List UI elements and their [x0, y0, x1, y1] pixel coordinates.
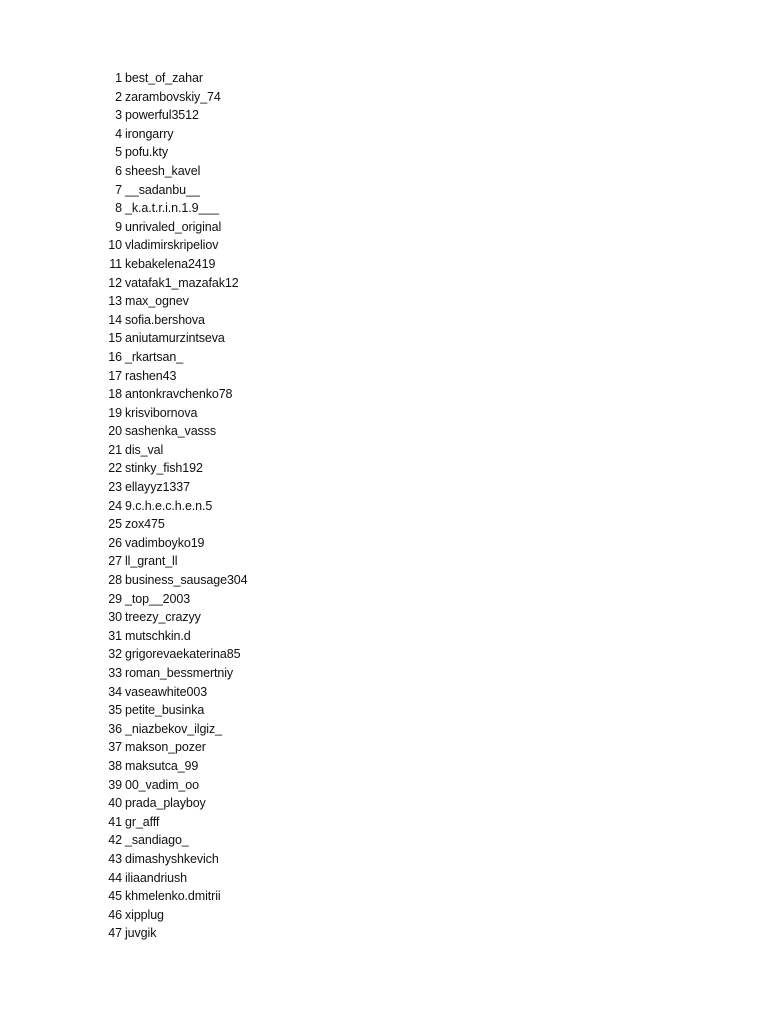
list-item — [103, 143, 248, 162]
row-number: 22 — [108, 461, 122, 476]
list-item — [103, 218, 248, 237]
list-item — [103, 776, 248, 795]
row-number: 15 — [108, 331, 122, 346]
row-number: 17 — [108, 368, 122, 383]
row-number: 9 — [115, 219, 122, 234]
list-item — [103, 608, 248, 627]
username: 00_vadim_oo — [125, 777, 199, 792]
list-item — [103, 813, 248, 832]
row-number: 35 — [108, 703, 122, 718]
row-number: 3 — [115, 108, 122, 123]
username: unrivaled_original — [125, 219, 222, 234]
list-item — [103, 497, 248, 516]
list-item — [103, 348, 248, 367]
username: zox475 — [125, 517, 165, 532]
row-number: 5 — [115, 145, 122, 160]
list-item — [103, 441, 248, 460]
username: mutschkin.d — [125, 628, 191, 643]
username: rashen43 — [125, 368, 177, 383]
list-item — [103, 906, 248, 925]
list-item — [103, 69, 248, 88]
row-number: 7 — [115, 182, 122, 197]
list-item — [103, 701, 248, 720]
username: grigorevaekaterina85 — [125, 647, 241, 662]
username: gr_afff — [125, 814, 160, 829]
row-number: 27 — [108, 554, 122, 569]
row-number: 31 — [108, 628, 122, 643]
list-item — [103, 329, 248, 348]
username: best_of_zahar — [125, 71, 203, 85]
username: zarambovskiy_74 — [125, 89, 221, 104]
list-item — [103, 106, 248, 125]
username: krisvibornova — [125, 405, 198, 420]
list-item — [103, 924, 248, 943]
username: sashenka_vasss — [125, 424, 217, 439]
row-number: 44 — [108, 870, 122, 885]
username: aniutamurzintseva — [125, 331, 225, 346]
list-item — [103, 571, 248, 590]
username: _sandiago_ — [125, 833, 189, 848]
row-number: 47 — [108, 926, 122, 941]
list-item — [103, 738, 248, 757]
username: dimashyshkevich — [125, 851, 219, 866]
row-number: 19 — [108, 405, 122, 420]
username: kebakelena2419 — [125, 256, 216, 271]
username: sheesh_kavel — [125, 163, 201, 178]
list-item — [103, 831, 248, 850]
row-number: 28 — [108, 573, 122, 588]
row-number: 32 — [108, 647, 122, 662]
row-number: 16 — [108, 349, 122, 364]
row-number: 8 — [115, 201, 122, 216]
row-number: 14 — [108, 312, 122, 327]
row-number: 11 — [109, 256, 122, 271]
username: khmelenko.dmitrii — [125, 889, 221, 904]
username: vadimboyko19 — [125, 535, 205, 550]
list-item — [103, 720, 248, 739]
row-number: 45 — [108, 889, 122, 904]
list-item — [103, 645, 248, 664]
list-item — [103, 292, 248, 311]
list-item — [103, 534, 248, 553]
list-item — [103, 459, 248, 478]
username: ll_grant_ll — [125, 554, 178, 569]
row-number: 4 — [115, 126, 122, 141]
list-item — [103, 590, 248, 609]
row-number: 36 — [108, 721, 122, 736]
username: sofia.bershova — [125, 312, 205, 327]
row-number: 1 — [115, 71, 122, 85]
list-item — [103, 311, 248, 330]
username: dis_val — [125, 442, 164, 457]
row-number: 26 — [108, 535, 122, 550]
row-number: 29 — [108, 591, 122, 606]
username: max_ognev — [125, 294, 189, 309]
row-number: 38 — [108, 758, 122, 773]
username: petite_businka — [125, 703, 205, 718]
row-number: 18 — [108, 387, 122, 402]
username: makson_pozer — [125, 740, 206, 755]
list-item — [103, 794, 248, 813]
row-number: 33 — [108, 666, 122, 680]
list-item — [103, 515, 248, 534]
username: treezy_crazyy — [125, 610, 201, 625]
username: xipplug — [125, 907, 164, 922]
username: prada_playboy — [125, 796, 206, 811]
username: iliaandriush — [125, 870, 188, 885]
list-item — [103, 236, 248, 255]
row-number: 40 — [108, 796, 122, 811]
list-item — [103, 552, 248, 571]
username: vatafak1_mazafak12 — [125, 275, 239, 290]
row-number: 39 — [108, 777, 122, 792]
username: vaseawhite003 — [125, 684, 208, 699]
username: irongarry — [125, 126, 174, 141]
list-item — [103, 255, 248, 274]
row-number: 23 — [108, 480, 122, 495]
row-number: 43 — [108, 851, 122, 866]
list-item — [103, 887, 248, 906]
list-item — [103, 162, 248, 181]
list-item — [103, 181, 248, 200]
list-item — [103, 274, 248, 293]
row-number: 34 — [108, 684, 122, 699]
username: _k.a.t.r.i.n.1.9___ — [125, 201, 219, 216]
row-number: 6 — [115, 163, 122, 178]
username: maksutca_99 — [125, 758, 199, 773]
list-item — [103, 404, 248, 423]
list-item — [103, 422, 248, 441]
row-number: 10 — [108, 238, 122, 253]
row-number: 37 — [108, 740, 122, 755]
list-item — [103, 869, 248, 888]
username: stinky_fish192 — [125, 461, 203, 476]
row-number: 41 — [108, 814, 122, 829]
username: _niazbekov_ilgiz_ — [125, 721, 222, 736]
row-number: 2 — [115, 89, 122, 104]
row-number: 13 — [108, 294, 122, 309]
username: roman_bessmertniy — [125, 666, 234, 680]
row-number: 20 — [108, 424, 122, 439]
list-item — [103, 88, 248, 107]
row-number: 25 — [108, 517, 122, 532]
row-number: 30 — [108, 610, 122, 625]
list-item — [103, 850, 248, 869]
username: pofu.kty — [125, 145, 168, 160]
row-number: 24 — [108, 498, 122, 513]
list-item — [103, 664, 248, 683]
row-number: 12 — [108, 275, 122, 290]
username: antonkravchenko78 — [125, 387, 233, 402]
list-item — [103, 199, 248, 218]
username: ellayyz1337 — [125, 480, 190, 495]
row-number: 46 — [108, 907, 122, 922]
list-item — [103, 125, 248, 144]
username: 9.c.h.e.c.h.e.n.5 — [125, 498, 213, 513]
row-number: 42 — [108, 833, 122, 848]
username-list — [103, 69, 248, 943]
list-item — [103, 478, 248, 497]
list-item — [103, 367, 248, 386]
username: vladimirskripeliov — [125, 238, 219, 253]
username: powerful3512 — [125, 108, 199, 123]
username: __sadanbu__ — [125, 182, 200, 197]
list-item — [103, 385, 248, 404]
list-item — [103, 627, 248, 646]
username: _top__2003 — [125, 591, 191, 606]
list-item — [103, 683, 248, 702]
row-number: 21 — [108, 442, 122, 457]
list-item — [103, 757, 248, 776]
username: business_sausage304 — [125, 573, 248, 588]
username: juvgik — [125, 926, 157, 941]
username: _rkartsan_ — [125, 349, 184, 364]
